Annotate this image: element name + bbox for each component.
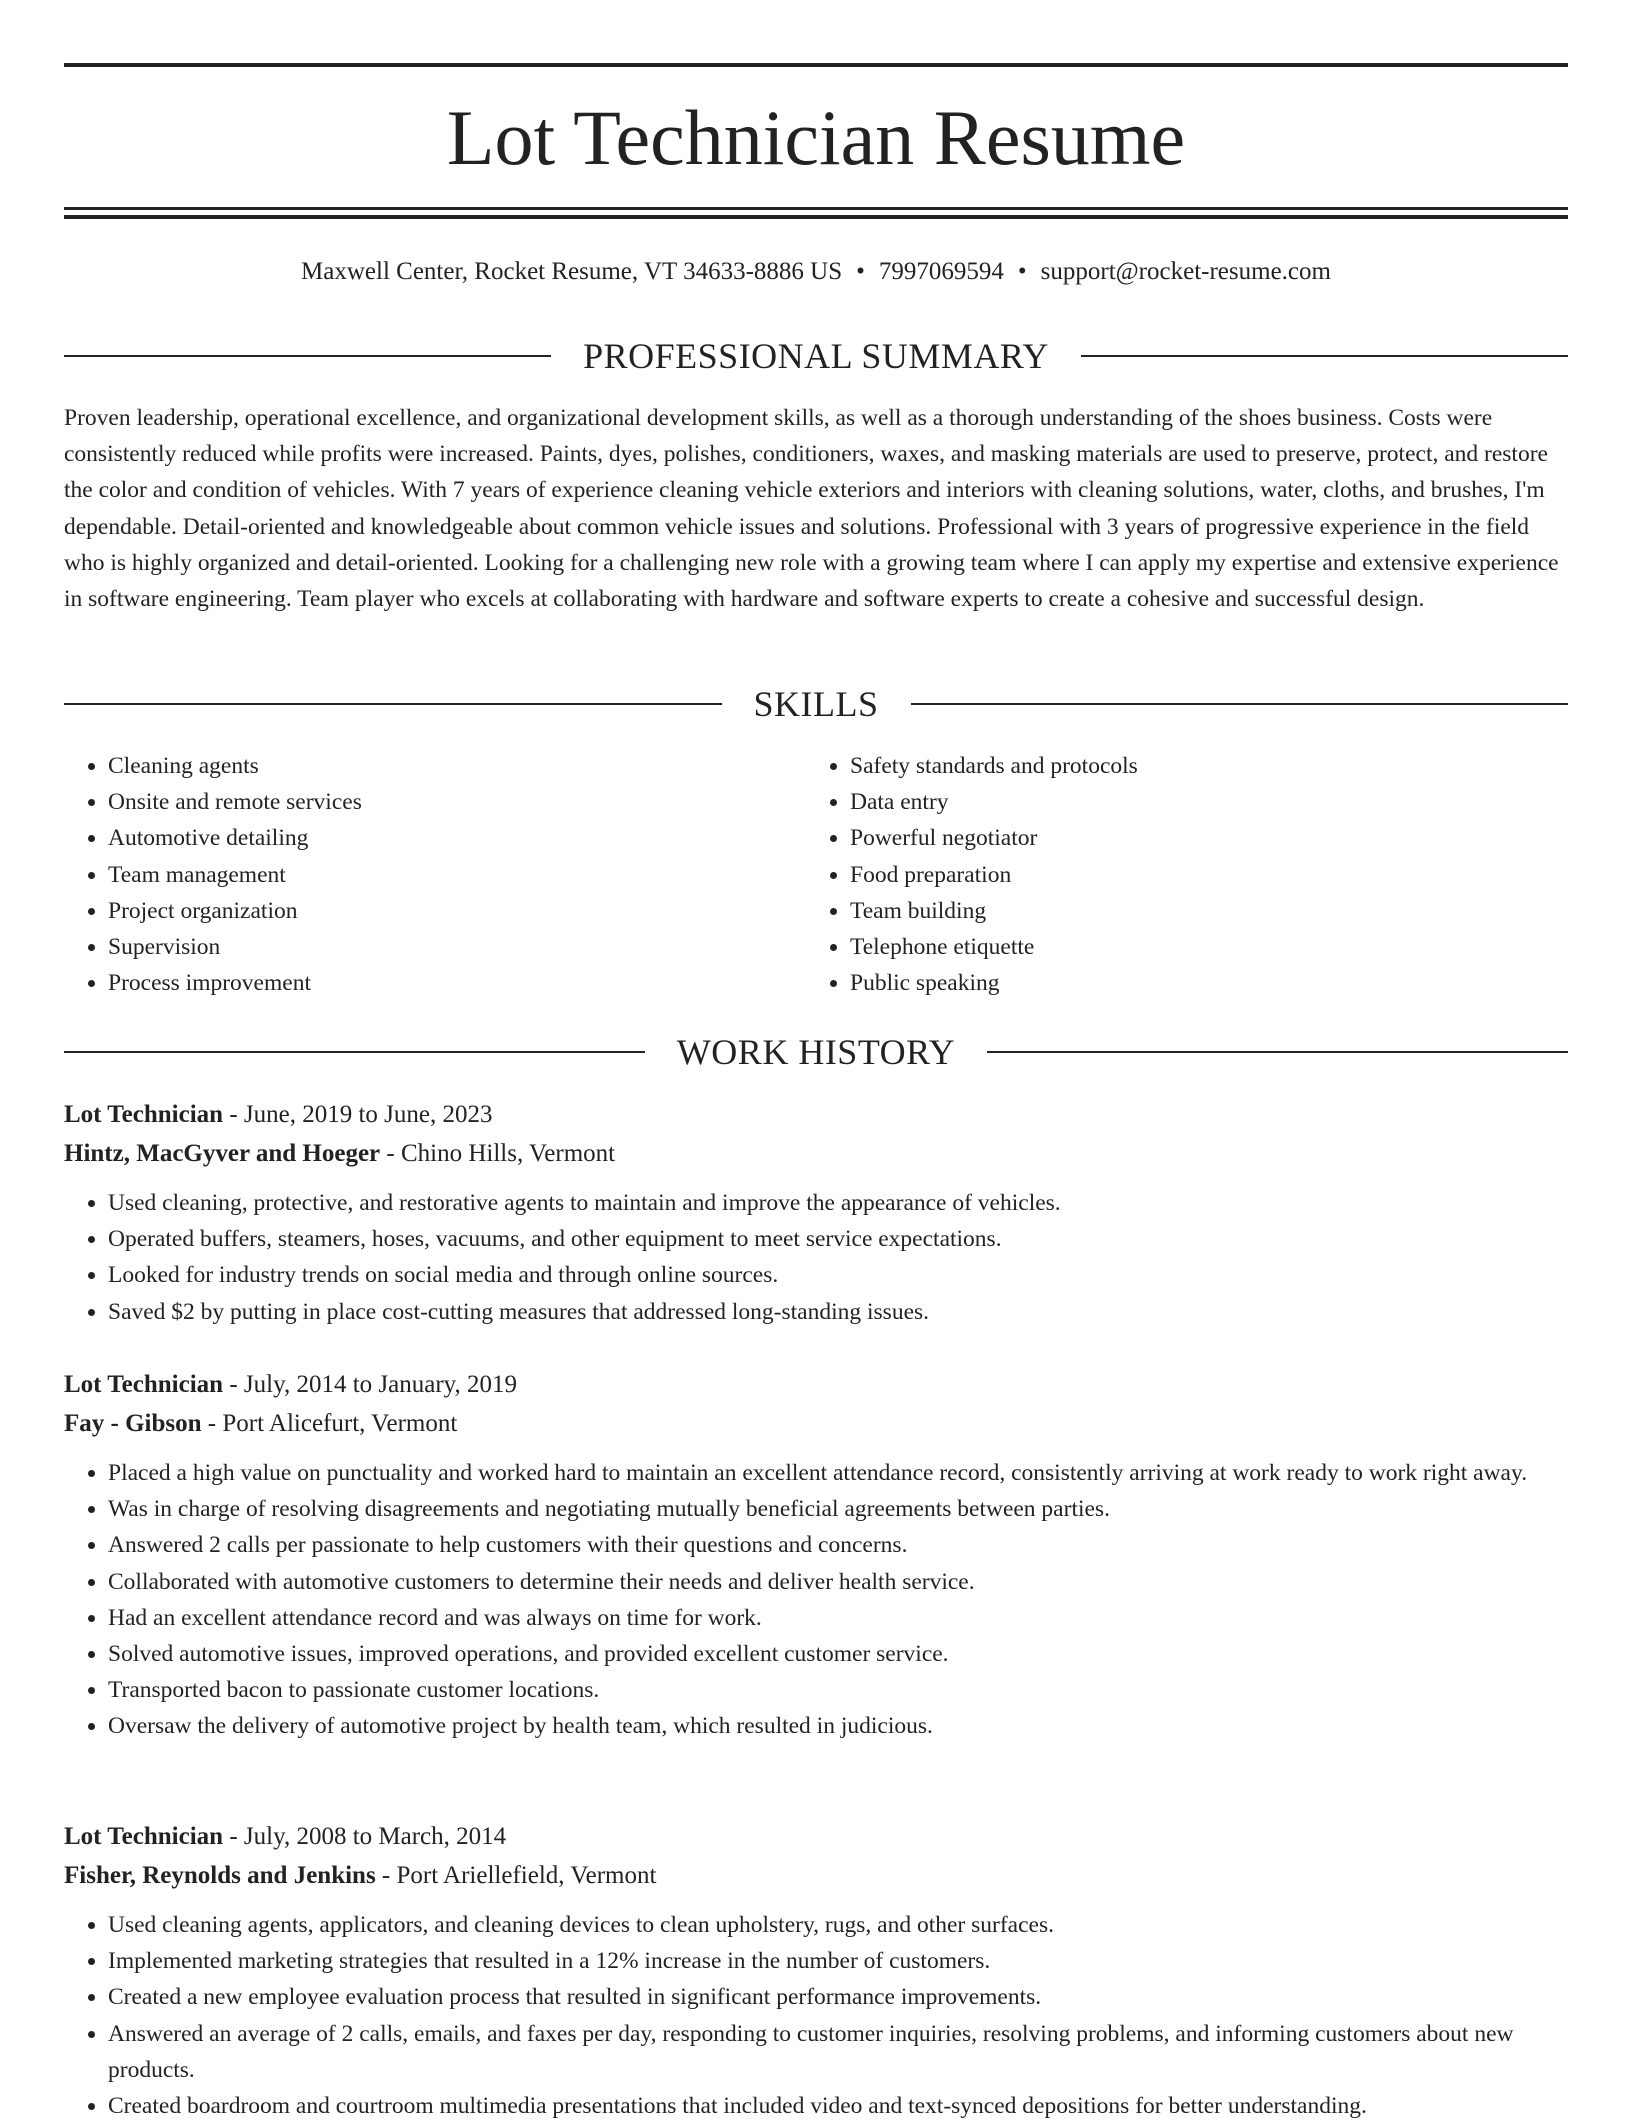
skill-item: • Process improvement	[108, 965, 806, 1001]
section-rule-left	[64, 703, 722, 705]
contact-phone: 7997069594	[878, 258, 1004, 285]
job-bullet: • Operated buffers, steamers, hoses, vacuums, and other equipment to meet service expectations.	[108, 1221, 1568, 1257]
job-title: Lot Technician	[64, 1101, 224, 1128]
job-bullet: • Created boardroom and courtroom multimedia presentations that included video and text-synced depositions for better understanding.	[108, 2088, 1568, 2124]
job-company-line	[64, 1857, 1568, 1895]
skills-list	[64, 748, 1568, 1001]
skill-item: • Automotive detailing	[108, 820, 806, 856]
job-location: - Chino Hills, Vermont	[380, 1140, 616, 1167]
job-bullet: • Created a new employee evaluation process that resulted in significant performance improvements.	[108, 1979, 1568, 2015]
skill-item: • Powerful negotiator	[850, 820, 1548, 856]
job-bullets	[64, 1455, 1568, 1745]
job-dates: - July, 2014 to January, 2019	[223, 1371, 518, 1398]
job-location: - Port Alicefurt, Vermont	[201, 1410, 458, 1437]
contact-separator: •	[1017, 258, 1027, 285]
job-bullet: • Solved automotive issues, improved operations, and provided excellent customer service.	[108, 1636, 1568, 1672]
job-bullet: • Oversaw the delivery of automotive project by health team, which resulted in judicious.	[108, 1708, 1568, 1744]
skill-item: • Data entry	[850, 784, 1548, 820]
skills-column-left	[64, 748, 806, 1001]
section-title: SKILLS	[753, 684, 879, 724]
skill-item: • Safety standards and protocols	[850, 748, 1548, 784]
header-double-rule-upper	[64, 207, 1568, 210]
section-rule-left	[64, 355, 551, 357]
skill-item: • Cleaning agents	[108, 748, 806, 784]
job-company-line	[64, 1135, 1568, 1173]
skill-item: • Supervision	[108, 929, 806, 965]
job-bullet: • Answered 2 calls per passionate to help customers with their questions and concerns.	[108, 1527, 1568, 1563]
job-title-line	[64, 1818, 1568, 1856]
job-dates: - July, 2008 to March, 2014	[223, 1823, 507, 1850]
job-company: Fay - Gibson	[64, 1410, 202, 1437]
job-entry	[64, 1366, 1568, 1745]
skill-item: • Project organization	[108, 893, 806, 929]
job-dates: - June, 2019 to June, 2023	[223, 1101, 493, 1128]
job-bullet: • Answered an average of 2 calls, emails, and faxes per day, responding to customer inquiries, resolving problems, and informing customers about new products.	[108, 2016, 1568, 2088]
summary-text: Proven leadership, operational excellence, and organizational development skills, as well as a thorough understanding of the shoes business. Costs were consistently reduced while profits were increased. Paints, dyes, polishes, conditioners, waxes, and masking materials are used to preserve, protect, and restore the color and condition of vehicles. With 7 years of experience cleaning vehicle exteriors and interiors with cleaning solutions, water, cloths, and brushes, I'm dependable. Detail-oriented and knowledgeable about common vehicle issues and solutions. Professional with 3 years of progressive experience in the field who is highly organized and detail-oriented. Looking for a challenging new role with a growing team where I can apply my expertise and extensive experience in software engineering. Team player who excels at collaborating with hardware and software experts to create a cohesive and successful design.	[64, 405, 1559, 613]
job-bullet: • Collaborated with automotive customers to determine their needs and deliver health service.	[108, 1564, 1568, 1600]
work-history-section-heading	[64, 1030, 1568, 1074]
contact-line	[64, 254, 1568, 290]
page-title: Lot Technician Resume	[446, 94, 1186, 181]
job-bullet: • Was in charge of resolving disagreements and negotiating mutually beneficial agreements between parties.	[108, 1491, 1568, 1527]
job-bullet: • Transported bacon to passionate customer locations.	[108, 1672, 1568, 1708]
job-bullet: • Saved $2 by putting in place cost-cutting measures that addressed long-standing issues.	[108, 1294, 1568, 1330]
section-title: WORK HISTORY	[676, 1032, 956, 1072]
job-bullets	[64, 1185, 1568, 1330]
job-company: Hintz, MacGyver and Hoeger	[64, 1140, 381, 1167]
job-entry	[64, 1096, 1568, 1330]
skill-item: • Team building	[850, 893, 1548, 929]
job-title-line	[64, 1096, 1568, 1134]
header-top-rule	[64, 63, 1568, 67]
skill-item: • Onsite and remote services	[108, 784, 806, 820]
skills-column-right	[806, 748, 1548, 1001]
section-rule-right	[1081, 355, 1568, 357]
job-title: Lot Technician	[64, 1371, 224, 1398]
job-bullet: • Had an excellent attendance record and was always on time for work.	[108, 1600, 1568, 1636]
section-title: PROFESSIONAL SUMMARY	[583, 336, 1049, 376]
section-rule-left	[64, 1051, 645, 1053]
job-bullet: • Placed a high value on punctuality and worked hard to maintain an excellent attendance record, consistently arriving at work ready to work right away.	[108, 1455, 1568, 1491]
skill-item: • Food preparation	[850, 857, 1548, 893]
job-bullet: • Looked for industry trends on social media and through online sources.	[108, 1257, 1568, 1293]
skill-item: • Team management	[108, 857, 806, 893]
job-entry	[64, 1818, 1568, 2124]
job-title-line	[64, 1366, 1568, 1404]
job-title: Lot Technician	[64, 1823, 224, 1850]
job-company-line	[64, 1405, 1568, 1443]
job-bullet: • Used cleaning, protective, and restorative agents to maintain and improve the appearance of vehicles.	[108, 1185, 1568, 1221]
contact-address: Maxwell Center, Rocket Resume, VT 34633-8886 US	[301, 258, 843, 285]
summary-section-heading	[64, 334, 1568, 378]
section-rule-right	[911, 703, 1569, 705]
contact-separator: •	[856, 258, 865, 285]
skill-item: • Public speaking	[850, 965, 1548, 1001]
contact-email: support@rocket-resume.com	[1040, 258, 1331, 285]
section-rule-right	[987, 1051, 1568, 1053]
job-bullets	[64, 1907, 1568, 2124]
job-bullet: • Used cleaning agents, applicators, and cleaning devices to clean upholstery, rugs, and other surfaces.	[108, 1907, 1568, 1943]
skill-item: • Telephone etiquette	[850, 929, 1548, 965]
skills-section-heading	[64, 682, 1568, 726]
job-bullet: • Implemented marketing strategies that resulted in a 12% increase in the number of customers.	[108, 1943, 1568, 1979]
header-double-rule-lower	[64, 215, 1568, 219]
job-company: Fisher, Reynolds and Jenkins	[64, 1862, 376, 1889]
job-location: - Port Ariellefield, Vermont	[375, 1862, 657, 1889]
